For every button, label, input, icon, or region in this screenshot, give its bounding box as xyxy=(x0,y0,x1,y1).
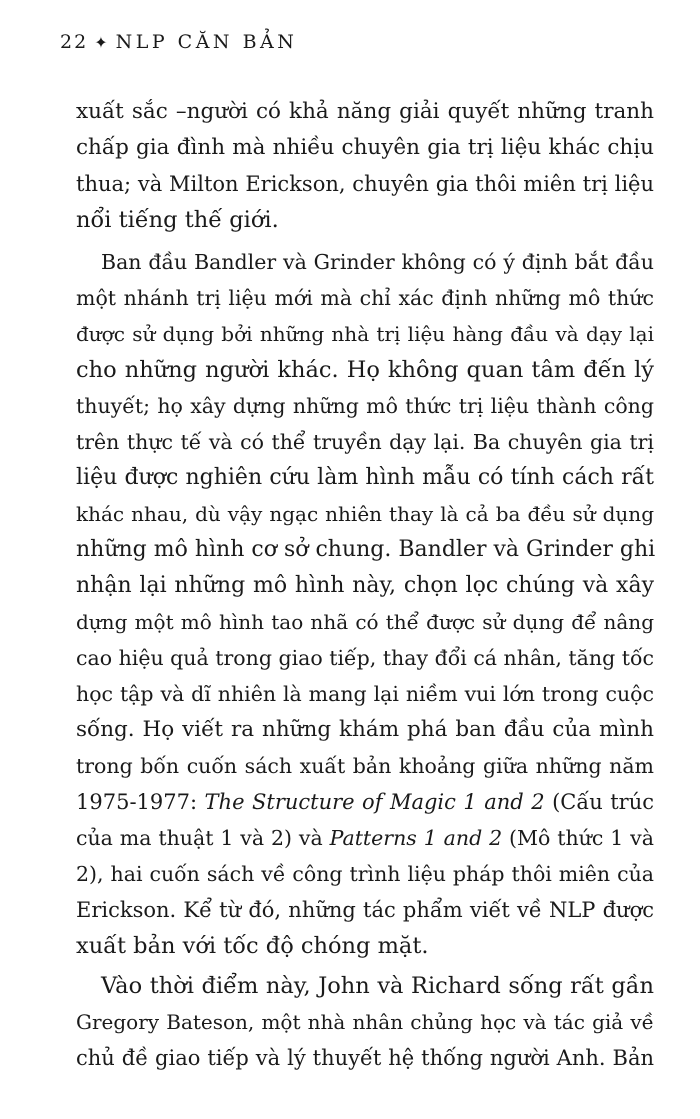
text-line: Gregory Bateson, một nhà nhân chủng học và tác giả về xyxy=(76,1010,654,1034)
text-line: Vào thời điểm này, John và Richard sống rất gần xyxy=(101,973,654,999)
text-line: được sử dụng bởi những nhà trị liệu hàng đầu và dạy lại xyxy=(76,322,654,346)
text-run: (Mô thức 1 và xyxy=(502,826,654,850)
text-line: nổi tiếng thế giới. xyxy=(76,207,279,233)
text-run: của ma thuật 1 và 2) và xyxy=(76,826,330,850)
book-title-italic: The Structure of Magic 1 and 2 xyxy=(204,790,545,814)
text-line: Erickson. Kể từ đó, những tác phẩm viết về NLP được xyxy=(76,898,654,922)
text-line: học tập và dĩ nhiên là mang lại niềm vui lớn trong cuộc xyxy=(76,682,654,706)
book-title: NLP CĂN BẢN xyxy=(115,31,298,53)
text-line: cao hiệu quả trong giao tiếp, thay đổi cá nhân, tăng tốc xyxy=(76,646,654,670)
running-head xyxy=(60,33,297,52)
text-line xyxy=(76,784,654,820)
text-line: trong bốn cuốn sách xuất bản khoảng giữa những năm xyxy=(76,754,654,778)
text-line: khác nhau, dù vậy ngạc nhiên thay là cả ba đều sử dụng xyxy=(76,502,654,526)
text-line: những mô hình cơ sở chung. Bandler và Grinder ghi xyxy=(76,537,656,562)
text-line: 2), hai cuốn sách về công trình liệu pháp thôi miên của xyxy=(76,862,654,886)
ornament-star-icon: ✦ xyxy=(94,33,110,52)
page-number: 22 xyxy=(60,31,89,53)
text-line: thua; và Milton Erickson, chuyên gia thôi miên trị liệu xyxy=(76,172,654,196)
text-line: xuất bản với tốc độ chóng mặt. xyxy=(76,933,429,959)
text-line: xuất sắc –người có khả năng giải quyết những tranh xyxy=(76,99,654,124)
text-line: dựng một mô hình tao nhã có thể được sử dụng để nâng xyxy=(76,610,654,634)
text-run: (Cấu trúc xyxy=(544,790,654,814)
text-run: 1975-1977: xyxy=(76,790,205,814)
text-line: chủ đề giao tiếp và lý thuyết hệ thống người Anh. Bản xyxy=(76,1046,654,1070)
text-line: trên thực tế và có thể truyền dạy lại. Ba chuyên gia trị xyxy=(76,430,654,454)
text-line: nhận lại những mô hình này, chọn lọc chúng và xây xyxy=(76,573,654,598)
text-line: sống. Họ viết ra những khám phá ban đầu của mình xyxy=(76,717,654,742)
text-line: cho những người khác. Họ không quan tâm đến lý xyxy=(76,357,654,383)
book-title-italic: Patterns 1 and 2 xyxy=(329,826,503,850)
text-line: Ban đầu Bandler và Grinder không có ý định bắt đầu xyxy=(101,250,654,274)
text-line: chấp gia đình mà nhiều chuyên gia trị liệu khác chịu xyxy=(76,135,654,160)
text-line xyxy=(76,820,654,856)
text-line: một nhánh trị liệu mới mà chỉ xác định những mô thức xyxy=(76,286,654,310)
text-line: liệu được nghiên cứu làm hình mẫu có tính cách rất xyxy=(76,465,654,490)
text-line: thuyết; họ xây dựng những mô thức trị liệu thành công xyxy=(76,394,654,418)
